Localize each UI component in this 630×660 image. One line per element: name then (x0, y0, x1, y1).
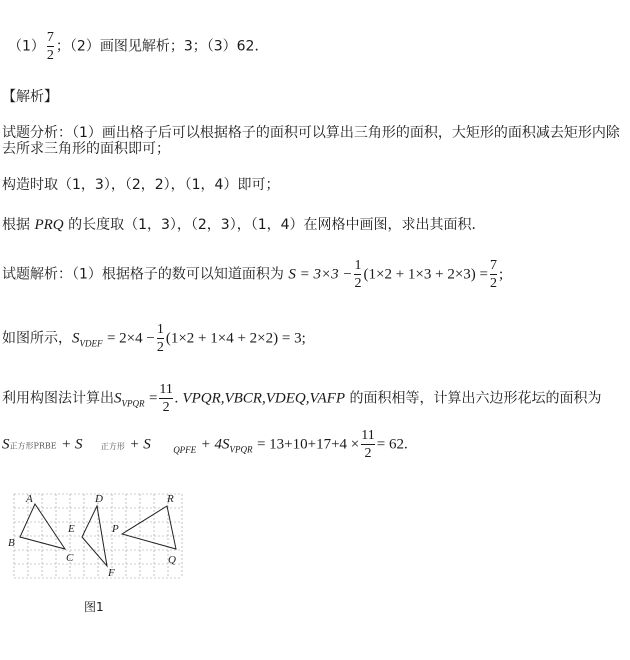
solution-line-4 (2, 428, 408, 461)
frac-den: 2 (162, 400, 170, 415)
area-subscript: VPQR (121, 398, 145, 409)
analysis-line-4-a: 根据 (2, 217, 30, 233)
solution-4-expr: + 4S (200, 436, 230, 453)
solution-line-2 (2, 322, 306, 355)
variable-prq: PRQ (34, 217, 64, 233)
solution-1-expr-b: (1×2 + 1×3 + 2×3) = (363, 266, 488, 283)
label-r: R (167, 493, 174, 505)
label-e: E (68, 523, 75, 535)
solution-1-frac-1 (354, 258, 361, 291)
analysis-line-2: 去所求三角形的面积即可； (2, 141, 170, 157)
equals: = (148, 390, 158, 407)
answer-suffix: ；（2）画图见解析；3；（3）62． (55, 38, 269, 55)
area-symbol: S (72, 330, 80, 347)
solution-1-end: ; (498, 266, 504, 283)
frac-num: 1 (156, 322, 164, 337)
area-subscript-qpfe: QPFE (173, 444, 197, 455)
answer-line (8, 30, 268, 63)
solution-line-3 (2, 382, 601, 415)
area-symbol: S (114, 390, 122, 407)
frac-den: 2 (364, 446, 372, 461)
frac-num: 1 (354, 258, 362, 273)
answer-prefix: （1） (8, 38, 45, 55)
solution-2-expr-b: (1×2 + 1×4 + 2×2) = 3; (165, 330, 306, 347)
analysis-line-3: 构造时取（1，3），（2，2），（1，4）即可； (2, 177, 280, 193)
fraction-numerator: 7 (46, 30, 54, 45)
plus-area: + S (61, 436, 83, 453)
solution-4-end: = 62. (376, 436, 408, 453)
solution-3-frac (159, 382, 172, 415)
area-symbol: S (2, 436, 10, 453)
analysis-line-4-b: 的长度取（1，3），（2，3），（1，4）在网格中画图，求出其面积． (68, 217, 486, 233)
area-subscript: VDEF (79, 338, 103, 349)
area-subscript-square-2: 正方形 (100, 441, 125, 451)
frac-num: 11 (159, 382, 173, 397)
frac-num: 7 (489, 258, 497, 273)
fraction-denominator: 2 (46, 48, 54, 63)
solution-3-prefix: 利用构图法计算出 (2, 390, 114, 407)
label-b: B (8, 537, 15, 549)
area-subscript-pqr: VPQR (229, 444, 253, 455)
solution-4-frac (361, 428, 374, 461)
figure-caption: 图1 (84, 600, 104, 614)
label-a: A (26, 493, 33, 505)
grid-lines (14, 494, 182, 578)
label-d: D (95, 493, 103, 505)
analysis-line-4 (2, 214, 486, 234)
analysis-line-1: 试题分析：（1）画出格子后可以根据格子的面积可以算出三角形的面积，大矩形的面积减去矩形内除 (2, 125, 620, 141)
solution-4-expr-b: = 13+10+17+4 × (256, 436, 360, 453)
frac-den: 2 (489, 276, 497, 291)
solution-3-suffix: 的面积相等，计算出六边形花坛的面积为 (349, 390, 602, 407)
section-title: 【解析】 (2, 89, 58, 105)
area-subscript-square-1: 正方形PRBE (9, 441, 57, 451)
plus-area: + S (129, 436, 151, 453)
solution-2-frac (157, 322, 164, 355)
solution-1-frac-2 (490, 258, 497, 291)
label-p: P (112, 523, 119, 535)
triangle-abc (20, 504, 65, 549)
solution-2-prefix: 如图所示， (2, 330, 72, 347)
solution-1-expr-a: S = 3×3 − (288, 266, 353, 283)
frac-den: 2 (354, 276, 362, 291)
answer-fraction (47, 30, 54, 63)
label-f: F (108, 567, 115, 579)
label-q: Q (168, 554, 176, 566)
solution-2-expr-a: = 2×4 − (106, 330, 155, 347)
solution-line-1 (2, 258, 503, 291)
solution-3-triangles: . VPQR,VBCR,VDEQ,VAFP (174, 390, 345, 407)
frac-num: 11 (361, 428, 375, 443)
frac-den: 2 (156, 340, 164, 355)
solution-1-prefix: 试题解析：（1）根据格子的数可以知道面积为 (2, 266, 284, 283)
grid-figure (4, 486, 194, 586)
label-c: C (66, 552, 74, 564)
